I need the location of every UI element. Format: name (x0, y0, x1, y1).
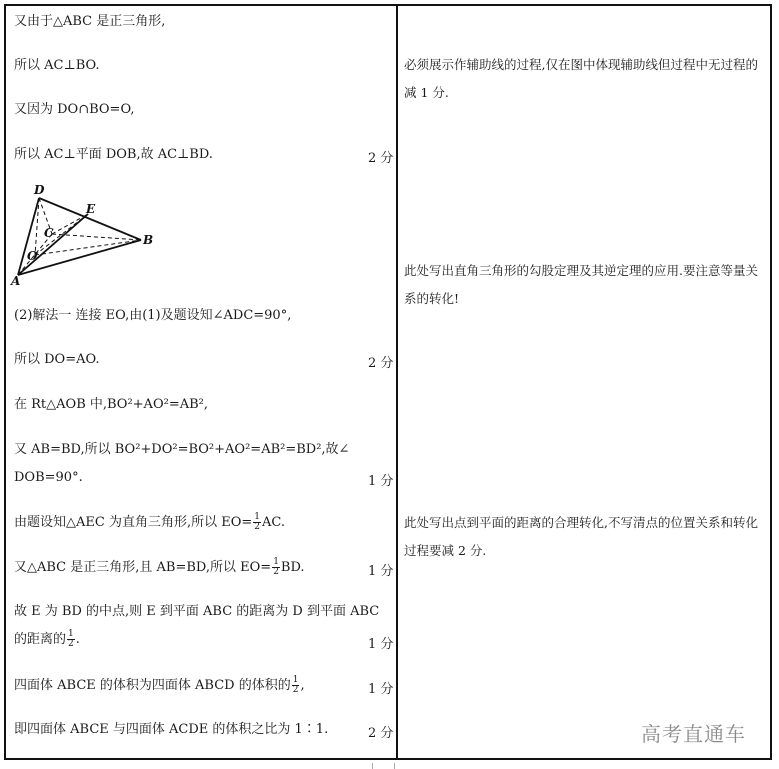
grading-note: 必须展示作辅助线的过程,仅在图中体现辅助线但过程中无过程的减 1 分. (404, 57, 758, 100)
solution-line: 所以 AC⊥平面 DOB,故 AC⊥BD. (14, 147, 213, 162)
score-label: 1 分 (368, 682, 394, 697)
grading-note: 此处写出直角三角形的勾股定理及其逆定理的应用.要注意等量关系的转化! (404, 263, 758, 306)
solution-line: 的距离的 $\frac{1}{2}$ . (14, 629, 80, 649)
grading-note: 此处写出点到平面的距离的合理转化,不写清点的位置关系和转化过程要减 2 分. (404, 515, 758, 558)
score-label: 1 分 (368, 637, 394, 652)
solution-line: 所以 DO=AO. (14, 352, 100, 367)
solution-line: 故 E 为 BD 的中点,则 E 到平面 ABC 的距离为 D 到平面 ABC (14, 604, 380, 619)
vertex-label-a: A (11, 274, 21, 288)
solution-line: 在 Rt△AOB 中,BO²+AO²=AB², (14, 397, 208, 412)
solution-line: DOB=90°. (14, 470, 83, 485)
score-label: 2 分 (368, 356, 394, 371)
solution-line: 由题设知△AEC 为直角三角形,所以 EO= $\frac{1}{2}$ AC. (14, 512, 286, 532)
tetrahedron-figure (10, 182, 160, 290)
vertex-label-o: O (27, 249, 38, 263)
solution-line: (2)解法一 连接 EO,由(1)及题设知∠ADC=90°, (14, 308, 292, 323)
solution-line: 又由于△ABC 是正三角形, (14, 14, 166, 29)
score-label: 1 分 (368, 474, 394, 489)
column-divider (396, 4, 398, 760)
margin-tick (394, 763, 395, 769)
score-label: 1 分 (368, 564, 394, 579)
fraction: $\frac{1}{2}$ (254, 512, 260, 532)
score-label: 2 分 (368, 151, 394, 166)
score-label: 2 分 (368, 726, 394, 741)
solution-line: 又 AB=BD,所以 BO²+DO²=BO²+AO²=AB²=BD²,故∠ (14, 442, 350, 457)
solution-line: 四面体 ABCE 的体积为四面体 ABCD 的体积的 $\frac{1}{2}$ , (14, 675, 305, 695)
vertex-label-c: C (44, 226, 54, 240)
vertex-label-b: B (143, 233, 154, 247)
margin-tick (372, 763, 373, 769)
fraction: $\frac{1}{2}$ (68, 629, 74, 649)
solution-line: 又△ABC 是正三角形,且 AB=BD,所以 EO= $\frac{1}{2}$ BD. (14, 557, 305, 577)
solution-line: 所以 AC⊥BO. (14, 58, 100, 73)
vertex-label-e: E (86, 202, 96, 216)
fraction: $\frac{1}{2}$ (292, 675, 299, 695)
solution-line: 即四面体 ABCE 与四面体 ACDE 的体积之比为 1∶1. (14, 722, 329, 737)
vertex-label-d: D (34, 183, 45, 197)
watermark: 高考直通车 (641, 722, 746, 746)
fraction: $\frac{1}{2}$ (273, 557, 279, 577)
solution-line: 又因为 DO∩BO=O, (14, 102, 135, 117)
